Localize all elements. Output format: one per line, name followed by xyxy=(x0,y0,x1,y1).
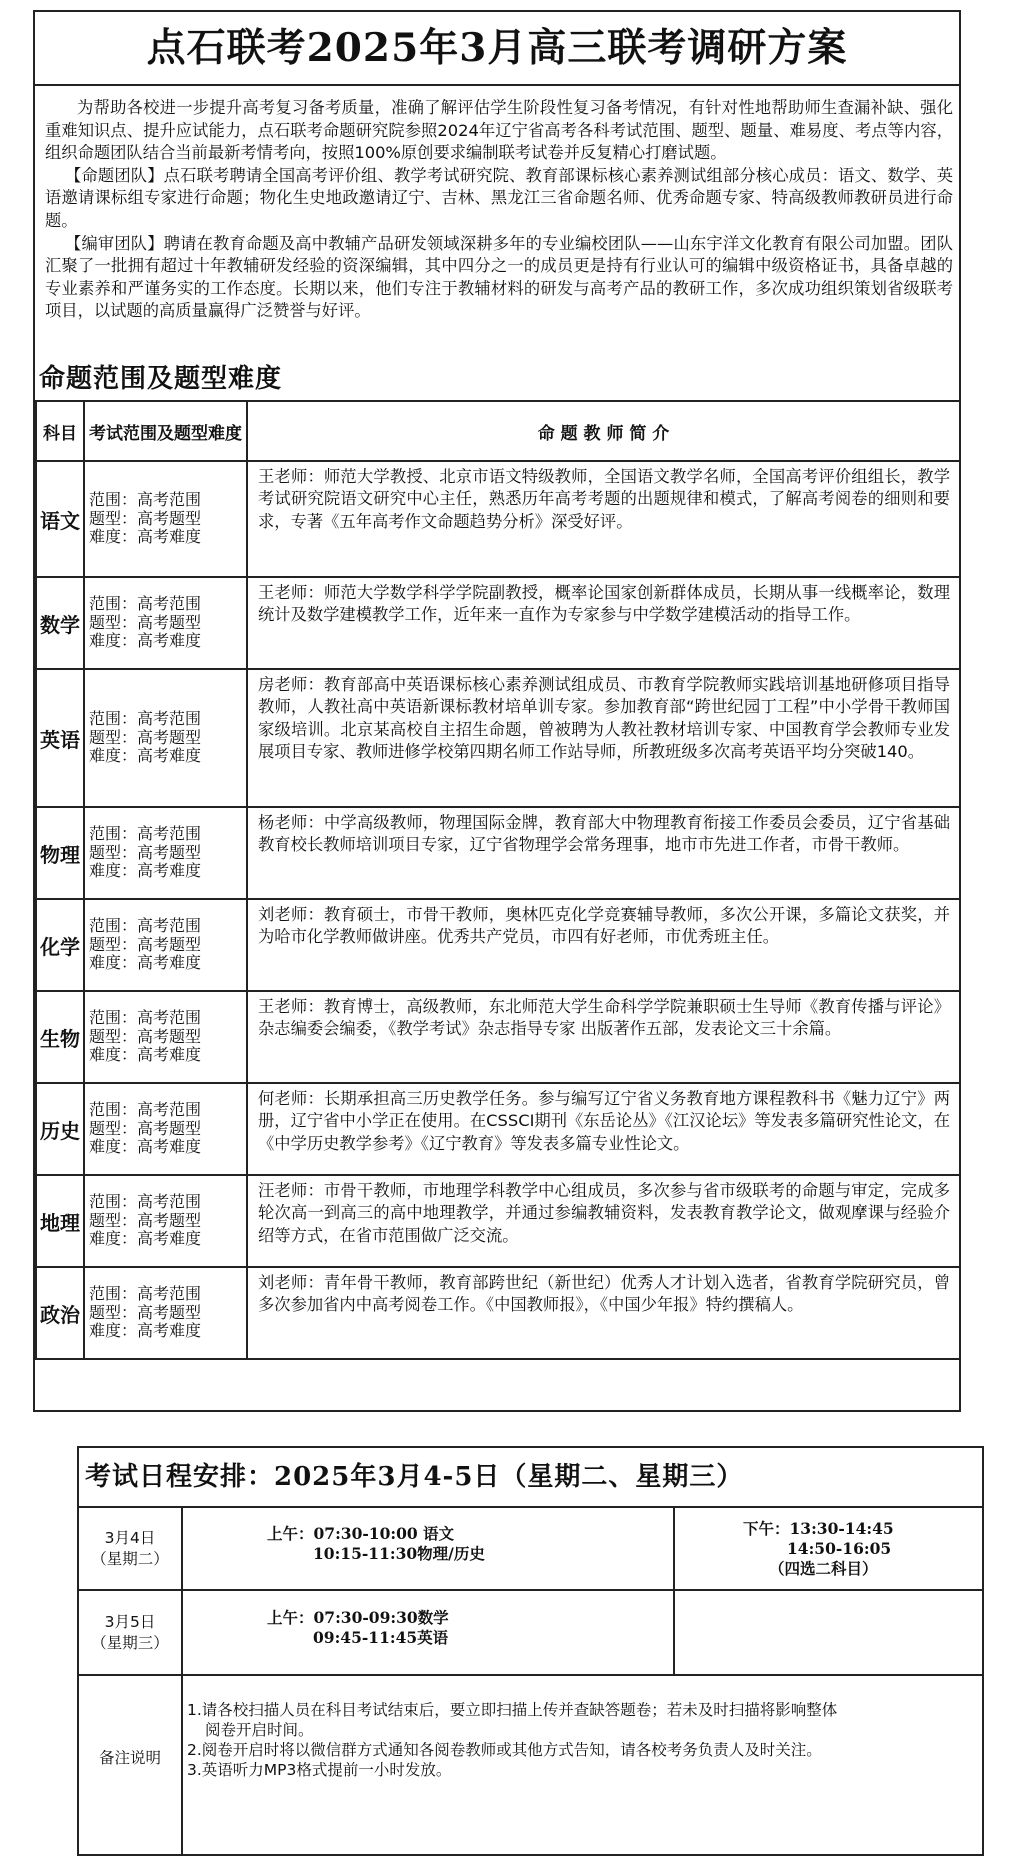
scope-difficulty: 难度：高考难度 xyxy=(89,861,202,881)
scope-difficulty: 难度：高考难度 xyxy=(89,1137,202,1157)
subject-scope xyxy=(84,807,247,899)
day2-morning-line1: 上午：07:30-09:30数学 xyxy=(267,1608,449,1627)
subject-scope xyxy=(84,899,247,991)
table-row xyxy=(36,577,960,669)
scope-type: 题型：高考题型 xyxy=(89,612,202,632)
subject-name: 化学 xyxy=(36,899,84,991)
review-paragraph: 【编审团队】聘请在教育命题及高中教辅产品研发领域深耕多年的专业编校团队——山东宇洋文化教育有限公司加盟。团队汇聚了一批拥有超过十年教辅研发经验的资深编辑，其中四分之一的成员更是持有行业认可的编辑中级资格证书，具备卓越的专业素养和严谨务实的工作态度。长期以来，他们专注于教辅材料的研发与高考产品的教研工作，多次成功组织策划省级联考项目，以试题的高质量赢得广泛赞誉与好评。 xyxy=(45,233,953,321)
day1-date: 3月4日 xyxy=(104,1529,156,1547)
table-row xyxy=(36,1267,960,1359)
teacher-intro: 刘老师：青年骨干教师，教育部跨世纪（新世纪）优秀人才计划入选者，省教育学院研究员，曾多次参加省内中高考阅卷工作。《中国教师报》，《中国少年报》特约撰稿人。 xyxy=(247,1267,960,1359)
day2-date: 3月5日 xyxy=(104,1613,156,1631)
scope-range: 范围：高考范围 xyxy=(89,824,202,844)
scope-range: 范围：高考范围 xyxy=(89,1284,202,1304)
subject-scope xyxy=(84,461,247,577)
day2-morning xyxy=(267,1608,667,1648)
day2-date-cell xyxy=(79,1612,181,1654)
scope-type: 题型：高考题型 xyxy=(89,1026,202,1046)
table-row xyxy=(36,1175,960,1267)
scope-difficulty: 难度：高考难度 xyxy=(89,1045,202,1065)
table-row xyxy=(36,991,960,1083)
subject-scope xyxy=(84,991,247,1083)
subject-name: 地理 xyxy=(36,1175,84,1267)
scope-difficulty: 难度：高考难度 xyxy=(89,746,202,766)
grid-divider xyxy=(673,1508,675,1676)
header-subject: 科目 xyxy=(36,401,84,461)
day1-morning-line2: 10:15-11:30物理/历史 xyxy=(313,1544,485,1563)
subject-name: 物理 xyxy=(36,807,84,899)
day1-afternoon-line1: 下午：13:30-14:45 xyxy=(743,1519,894,1538)
subject-name: 政治 xyxy=(36,1267,84,1359)
teacher-intro: 汪老师：市骨干教师，市地理学科教学中心组成员，多次参与省市级联考的命题与审定，完成多轮次高一到高三的高中地理教学，并通过参编教辅资料，发表教育教学论文，做观摩课与经验介绍等方式，在省市范围做广泛交流。 xyxy=(247,1175,960,1267)
subject-name: 生物 xyxy=(36,991,84,1083)
day1-date-cell xyxy=(79,1528,181,1570)
subjects-table xyxy=(35,400,961,1360)
day1-afternoon-line2: 14:50-16:05 xyxy=(787,1539,892,1558)
teacher-intro: 刘老师：教育硕士，市骨干教师，奥林匹克化学竞赛辅导教师，多次公开课，多篇论文获奖，并为哈市化学教师做讲座。优秀共产党员，市四有好老师，市优秀班主任。 xyxy=(247,899,960,991)
table-row xyxy=(36,1083,960,1175)
table-row xyxy=(36,899,960,991)
exam-schedule xyxy=(77,1446,984,1856)
subject-scope xyxy=(84,1175,247,1267)
team-paragraph: 【命题团队】点石联考聘请全国高考评价组、教学考试研究院、教育部课标核心素养测试组部分核心成员：语文、数学、英语邀请课标组专家进行命题；物化生史地政邀请辽宁、吉林、黑龙江三省命题名师、优秀命题专家、特高级教师教研员进行命题。 xyxy=(45,165,953,230)
document-title: 点石联考2025年3月高三联考调研方案 xyxy=(35,12,959,86)
day1-weekday: （星期二） xyxy=(91,1550,169,1568)
scope-difficulty: 难度：高考难度 xyxy=(89,1229,202,1249)
scope-type: 题型：高考题型 xyxy=(89,934,202,954)
scope-type: 题型：高考题型 xyxy=(89,842,202,862)
scope-range: 范围：高考范围 xyxy=(89,594,202,614)
intro-section xyxy=(45,97,953,323)
scope-range: 范围：高考范围 xyxy=(89,709,202,729)
subject-name: 历史 xyxy=(36,1083,84,1175)
day1-afternoon-line3: （四选二科目） xyxy=(769,1559,878,1578)
table-header-row xyxy=(36,401,960,461)
subject-name: 数学 xyxy=(36,577,84,669)
note-item: 3.英语听力MP3格式提前一小时发放。 xyxy=(187,1761,452,1779)
teacher-intro: 何老师：长期承担高三历史教学任务。参与编写辽宁省义务教育地方课程教科书《魅力辽宁》两册，辽宁省中小学正在使用。在CSSCI期刊《东岳论丛》《江汉论坛》等发表多篇研究性论文，在《中学历史教学参考》《辽宁教育》等发表多篇专业性论文。 xyxy=(247,1083,960,1175)
scope-difficulty: 难度：高考难度 xyxy=(89,527,202,547)
subject-scope xyxy=(84,1083,247,1175)
day1-morning xyxy=(267,1524,667,1564)
scope-range: 范围：高考范围 xyxy=(89,1008,202,1028)
grid-divider xyxy=(79,1674,982,1676)
day1-afternoon xyxy=(743,1519,973,1579)
intro-paragraph: 为帮助各校进一步提升高考复习备考质量，准确了解评估学生阶段性复习备考情况，有针对性地帮助师生查漏补缺、强化重难知识点、提升应试能力，点石联考命题研究院参照2024年辽宁省高考各科考试范围、题型、题量、难易度、考点等内容，组织命题团队结合当前最新考情考向，按照100%原创要求编制联考试卷并反复精心打磨试题。 xyxy=(45,98,953,163)
scope-range: 范围：高考范围 xyxy=(89,1192,202,1212)
scope-type: 题型：高考题型 xyxy=(89,727,202,747)
scope-difficulty: 难度：高考难度 xyxy=(89,1321,202,1341)
note-item: 1.请各校扫描人员在科目考试结束后，要立即扫描上传并查缺答题卷；若未及时扫描将影响整体 xyxy=(187,1701,838,1719)
teacher-intro: 王老师：师范大学教授、北京市语文特级教师，全国语文教学名师，全国高考评价组组长，教学考试研究院语文研究中心主任，熟悉历年高考考题的出题规律和模式，了解高考阅卷的细则和要求，专著《五年高考作文命题趋势分析》深受好评。 xyxy=(247,461,960,577)
teacher-intro: 房老师：教育部高中英语课标核心素养测试组成员、市教育学院教师实践培训基地研修项目指导教师，人教社高中英语新课标教材培单训专家。参加教育部“跨世纪园丁工程”中小学骨干教师国家级培训。北京某高校自主招生命题，曾被聘为人教社教材培训专家、中国教育学会教师专业发展项目专家、教师进修学校第四期名师工作站导师，所教班级多次高考英语平均分突破140。 xyxy=(247,669,960,807)
day2-weekday: （星期三） xyxy=(91,1634,169,1652)
scope-difficulty: 难度：高考难度 xyxy=(89,953,202,973)
note-item: 阅卷开启时间。 xyxy=(205,1721,314,1739)
scope-difficulty: 难度：高考难度 xyxy=(89,631,202,651)
subject-scope xyxy=(84,669,247,807)
header-scope: 考试范围及题型难度 xyxy=(84,401,247,461)
scope-type: 题型：高考题型 xyxy=(89,1118,202,1138)
subject-name: 英语 xyxy=(36,669,84,807)
header-teacher: 命 题 教 师 简 介 xyxy=(247,401,960,461)
table-row xyxy=(36,807,960,899)
scope-range: 范围：高考范围 xyxy=(89,490,202,510)
teacher-intro: 王老师：教育博士，高级教师，东北师范大学生命科学学院兼职硕士生导师《教育传播与评论》杂志编委会编委，《教学考试》杂志指导专家 出版著作五部，发表论文三十余篇。 xyxy=(247,991,960,1083)
scope-type: 题型：高考题型 xyxy=(89,508,202,528)
subject-scope xyxy=(84,577,247,669)
table-row xyxy=(36,669,960,807)
survey-plan-document xyxy=(33,10,961,1412)
table-row xyxy=(36,461,960,577)
note-item: 2.阅卷开启时将以微信群方式通知各阅卷教师或其他方式告知，请各校考务负责人及时关注。 xyxy=(187,1741,822,1759)
teacher-intro: 杨老师：中学高级教师，物理国际金牌，教育部大中物理教育衔接工作委员会委员，辽宁省基础教育校长教师培训项目专家，辽宁省物理学会常务理事，地市市先进工作者，市骨干教师。 xyxy=(247,807,960,899)
day1-morning-line1: 上午：07:30-10:00 语文 xyxy=(267,1524,455,1543)
notes-label: 备注说明 xyxy=(98,1749,161,1767)
grid-divider xyxy=(181,1508,183,1854)
subject-name: 语文 xyxy=(36,461,84,577)
scope-type: 题型：高考题型 xyxy=(89,1302,202,1322)
section-heading: 命题范围及题型难度 xyxy=(39,364,283,394)
scope-range: 范围：高考范围 xyxy=(89,1100,202,1120)
teacher-intro: 王老师：师范大学数学科学学院副教授，概率论国家创新群体成员，长期从事一线概率论，数理统计及数学建模教学工作，近年来一直作为专家参与中学数学建模活动的指导工作。 xyxy=(247,577,960,669)
grid-divider xyxy=(79,1589,982,1591)
day2-morning-line2: 09:45-11:45英语 xyxy=(313,1628,449,1647)
notes-list xyxy=(187,1700,979,1780)
schedule-title: 考试日程安排：2025年3月4-5日（星期二、星期三） xyxy=(79,1448,982,1508)
scope-type: 题型：高考题型 xyxy=(89,1210,202,1230)
subject-scope xyxy=(84,1267,247,1359)
scope-range: 范围：高考范围 xyxy=(89,916,202,936)
